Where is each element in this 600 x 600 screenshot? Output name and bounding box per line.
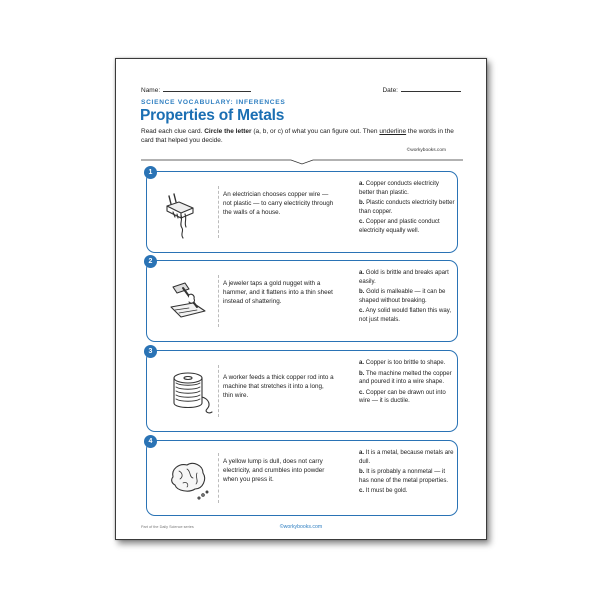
hammer-and-gold-foil-icon — [159, 273, 217, 331]
instructions-text-3: the words in the card that helped you decide. — [141, 128, 454, 144]
divider-line — [141, 157, 463, 165]
page-title: Properties of Metals — [140, 107, 285, 124]
option-letter: c. — [359, 388, 365, 396]
clue-text: An electrician chooses copper wire — not plastic — to carry electricity through the walls of a house. — [223, 191, 334, 216]
clue-card-3 — [146, 350, 458, 432]
option-a[interactable] — [359, 269, 455, 286]
option-b[interactable] — [359, 468, 455, 485]
name-field — [141, 86, 251, 94]
card-divider — [218, 453, 219, 503]
option-c[interactable] — [359, 218, 455, 235]
option-letter: b. — [359, 369, 365, 377]
option-c[interactable] — [359, 389, 455, 406]
name-line — [163, 86, 251, 92]
worksheet-page — [115, 58, 487, 540]
option-b[interactable] — [359, 199, 455, 216]
option-text: Gold is malleable — it can be shaped without breaking. — [359, 288, 446, 304]
answer-options — [359, 449, 455, 498]
option-text: Plastic conducts electricity better than copper. — [359, 199, 455, 215]
instructions-text-2: (a, b, or c) of what you can figure out. Then — [251, 128, 380, 135]
clue-card-4 — [146, 440, 458, 516]
instructions — [141, 127, 459, 145]
option-c[interactable] — [359, 487, 455, 496]
date-line — [401, 86, 461, 92]
clue-text: A jeweler taps a gold nugget with a hammer, and it flattens into a thin sheet instead of shattering. — [223, 280, 333, 305]
option-b[interactable] — [359, 370, 455, 387]
option-text: Copper and plastic conduct electricity equally well. — [359, 218, 440, 234]
option-text: Copper is too brittle to shape. — [364, 359, 446, 366]
card-divider — [218, 365, 219, 417]
option-letter: c. — [359, 307, 365, 315]
option-letter: c. — [359, 487, 365, 495]
header-row — [141, 86, 461, 94]
option-letter: c. — [359, 218, 365, 226]
option-text: Gold is brittle and breaks apart easily. — [359, 269, 449, 285]
wire-spool-icon — [159, 363, 217, 421]
answer-options — [359, 359, 455, 408]
option-letter: a. — [359, 180, 365, 187]
clue-card-2 — [146, 260, 458, 342]
kicker: SCIENCE VOCABULARY: INFERENCES — [141, 99, 286, 106]
option-text: The machine melted the copper and poured it into a wire shape. — [359, 369, 452, 386]
instructions-bold: Circle the letter — [204, 128, 252, 135]
answer-options — [359, 269, 455, 327]
option-text: Any solid would flatten this way, not just metals. — [359, 307, 452, 323]
option-letter: b. — [359, 288, 365, 296]
card-number-badge: 1 — [144, 166, 157, 179]
name-label: Name: — [141, 87, 161, 94]
clue-text: A worker feeds a thick copper rod into a machine that stretches it into a long, thin wire. — [223, 374, 334, 399]
answer-options — [359, 180, 455, 238]
date-field — [382, 86, 461, 94]
card-number-badge: 4 — [144, 435, 157, 448]
option-a[interactable] — [359, 359, 455, 368]
card-divider — [218, 186, 219, 238]
option-a[interactable] — [359, 180, 455, 197]
option-c[interactable] — [359, 307, 455, 324]
footer-site[interactable]: ©workybooks.com — [279, 524, 323, 530]
option-text: It must be gold. — [364, 487, 408, 495]
option-text: It is a metal, because metals are dull. — [359, 449, 454, 465]
electric-plug-icon — [159, 184, 217, 242]
option-letter: a. — [359, 359, 365, 366]
option-b[interactable] — [359, 288, 455, 305]
card-divider — [218, 275, 219, 327]
crumbly-lump-icon — [159, 451, 217, 509]
instructions-underline: underline — [379, 128, 407, 135]
option-text: Copper conducts electricity better than plastic. — [359, 180, 439, 196]
option-a[interactable] — [359, 449, 455, 466]
instructions-text-1: Read each clue card. — [141, 128, 205, 135]
option-letter: b. — [359, 199, 365, 207]
clue-card-1 — [146, 171, 458, 253]
footer-series: Part of the Daily Science series — [141, 525, 194, 529]
option-text: It is probably a nonmetal — it has none of the metal properties. — [359, 468, 449, 484]
option-letter: b. — [359, 468, 365, 476]
option-letter: a. — [359, 449, 365, 456]
card-number-badge: 3 — [144, 345, 157, 358]
option-text: Copper can be drawn out into wire — it is ductile. — [359, 388, 446, 405]
copyright: ©workybooks.com — [406, 148, 446, 153]
card-number-badge: 2 — [144, 255, 157, 268]
option-letter: a. — [359, 269, 365, 276]
clue-text: A yellow lump is dull, does not carry electricity, and crumbles into powder when you press it. — [223, 458, 325, 483]
date-label: Date: — [382, 87, 398, 94]
